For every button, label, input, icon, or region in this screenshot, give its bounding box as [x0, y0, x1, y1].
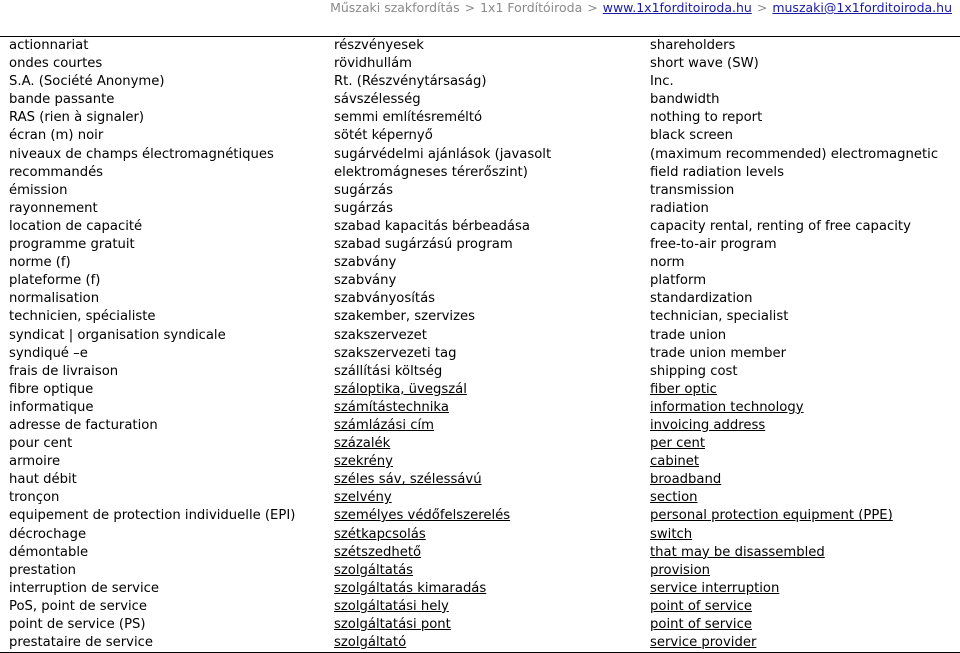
term-hungarian: szakember, szervizes: [334, 309, 475, 325]
term-english: fiber optic: [650, 381, 717, 397]
term-english: standardization: [650, 291, 753, 307]
term-english: trade union member: [650, 345, 787, 361]
term-french: écran (m) noir: [9, 128, 104, 144]
term-hungarian: sugárzás: [334, 182, 393, 198]
term-french: norme (f): [9, 255, 71, 271]
table-row: [0, 453, 960, 471]
term-french: rayonnement: [9, 200, 98, 216]
breadcrumb-separator: >: [756, 0, 768, 15]
table-row: [0, 290, 960, 308]
term-french: émission: [9, 182, 68, 198]
table-row: [0, 435, 960, 453]
term-english: radiation: [650, 200, 709, 216]
term-french: point de service (PS): [9, 617, 146, 632]
term-french: equipement de protection individuelle (EPI): [9, 508, 296, 524]
table-row: [0, 489, 960, 507]
table-row: [0, 146, 960, 182]
term-english: norm: [650, 255, 685, 271]
term-french: haut débit: [9, 472, 77, 488]
term-hungarian: részvényesek: [334, 38, 424, 53]
term-french: interruption de service: [9, 580, 160, 596]
term-hungarian: semmi említésreméltó: [334, 110, 483, 126]
term-hungarian: szétszedhető: [334, 544, 422, 560]
breadcrumb-separator: >: [464, 0, 476, 15]
table-row: [0, 272, 960, 290]
term-english: transmission: [650, 182, 735, 198]
table-row: [0, 218, 960, 236]
term-hungarian: számlázási cím: [334, 417, 434, 433]
term-english: nothing to report: [650, 110, 763, 126]
term-english: invoicing address: [650, 417, 766, 433]
table-row: [0, 182, 960, 200]
term-hungarian: szolgáltatás: [334, 562, 414, 578]
term-english: service provider: [650, 635, 757, 651]
table-row: [0, 254, 960, 272]
term-french: frais de livraison: [9, 363, 119, 379]
table-row: [0, 562, 960, 580]
term-english: shareholders: [650, 38, 736, 53]
term-hungarian: szolgáltatási pont: [334, 617, 451, 632]
table-row: [0, 327, 960, 345]
table-row: [0, 37, 960, 55]
term-english: black screen: [650, 128, 734, 144]
term-english: Inc.: [650, 74, 674, 90]
term-french: pour cent: [9, 436, 73, 452]
term-hungarian: szabványosítás: [334, 291, 436, 307]
term-english: per cent: [650, 436, 705, 452]
term-english: capacity rental, renting of free capacity: [650, 218, 911, 234]
table-row: [0, 580, 960, 598]
table-row: [0, 616, 960, 634]
term-english: trade union: [650, 327, 727, 343]
breadcrumb-site: Műszaki szakfordítás: [330, 0, 460, 15]
term-hungarian: szállítási költség: [334, 363, 443, 379]
term-hungarian: szakszervezeti tag: [334, 345, 457, 361]
table-row: [0, 598, 960, 616]
breadcrumb-separator: >: [587, 0, 598, 15]
term-hungarian: számítástechnika: [334, 399, 449, 415]
term-english: switch: [650, 526, 693, 542]
term-hungarian: szekrény: [334, 454, 393, 470]
term-english: free-to-air program: [650, 237, 777, 253]
term-english: point of service: [650, 598, 752, 614]
table-row: [0, 55, 960, 73]
term-french: RAS (rien à signaler): [9, 110, 145, 126]
table-row: [0, 73, 960, 91]
term-hungarian: sugárvédelmi ajánlások (javasolt elektromágneses térerőszint): [334, 146, 552, 180]
term-hungarian: szabvány: [334, 273, 397, 289]
table-row: [0, 200, 960, 218]
glossary-table: [0, 36, 960, 653]
table-row: [0, 417, 960, 435]
term-french: décrochage: [9, 526, 87, 542]
term-english: (maximum recommended) electromagnetic field radiation levels: [650, 146, 939, 180]
table-row: [0, 507, 960, 525]
term-french: syndiqué –e: [9, 345, 88, 361]
term-hungarian: szabad sugárzású program: [334, 237, 513, 253]
term-english: that may be disassembled: [650, 544, 825, 560]
term-hungarian: Rt. (Részvénytársaság): [334, 74, 487, 90]
term-english: information technology: [650, 399, 804, 415]
term-hungarian: szolgáltató: [334, 635, 407, 651]
website-link[interactable]: www.1x1forditoiroda.hu: [602, 0, 752, 15]
table-row: [0, 381, 960, 399]
term-french: démontable: [9, 544, 89, 560]
term-english: technician, specialist: [650, 309, 789, 325]
term-english: shipping cost: [650, 363, 738, 379]
table-row: [0, 544, 960, 562]
term-french: informatique: [9, 399, 94, 415]
term-french: normalisation: [9, 291, 100, 307]
term-hungarian: sávszélesség: [334, 92, 421, 108]
term-french: tronçon: [9, 490, 60, 506]
term-hungarian: szabad kapacitás bérbeadása: [334, 218, 530, 234]
email-link[interactable]: muszaki@1x1forditoiroda.hu: [772, 0, 952, 15]
table-row: [0, 308, 960, 326]
term-hungarian: széles sáv, szélessávú: [334, 472, 482, 488]
term-french: syndicat | organisation syndicale: [9, 327, 226, 343]
term-french: armoire: [9, 454, 61, 470]
term-french: prestation: [9, 562, 76, 578]
term-french: plateforme (f): [9, 273, 101, 289]
term-french: technicien, spécialiste: [9, 309, 156, 325]
table-row: [0, 236, 960, 254]
term-french: fibre optique: [9, 381, 94, 397]
table-row: [0, 363, 960, 381]
term-hungarian: százalék: [334, 436, 391, 452]
term-english: cabinet: [650, 454, 700, 470]
term-english: section: [650, 490, 698, 506]
term-hungarian: sötét képernyő: [334, 128, 433, 144]
breadcrumb: [0, 0, 952, 20]
term-hungarian: rövidhullám: [334, 56, 413, 72]
table-row: [0, 471, 960, 489]
term-hungarian: szelvény: [334, 490, 392, 506]
term-english: short wave (SW): [650, 56, 759, 72]
term-french: adresse de facturation: [9, 417, 158, 433]
term-english: provision: [650, 562, 711, 578]
term-english: platform: [650, 273, 707, 289]
breadcrumb-agency: 1x1 Fordítóiroda: [480, 0, 583, 15]
term-french: S.A. (Société Anonyme): [9, 74, 165, 90]
term-hungarian: szolgáltatási hely: [334, 598, 449, 614]
table-row: [0, 526, 960, 544]
term-hungarian: szabvány: [334, 255, 397, 271]
term-french: location de capacité: [9, 218, 143, 234]
term-french: actionnariat: [9, 38, 89, 53]
term-english: point of service: [650, 617, 752, 632]
table-row: [0, 399, 960, 417]
table-row: [0, 127, 960, 145]
term-french: ondes courtes: [9, 56, 103, 72]
term-french: bande passante: [9, 92, 115, 108]
term-english: bandwidth: [650, 92, 720, 108]
table-row: [0, 109, 960, 127]
term-hungarian: sugárzás: [334, 200, 393, 216]
table-row: [0, 91, 960, 109]
term-english: broadband: [650, 472, 722, 488]
term-english: service interruption: [650, 580, 780, 596]
term-hungarian: szakszervezet: [334, 327, 427, 343]
term-hungarian: szolgáltatás kimaradás: [334, 580, 487, 596]
table-row: [0, 634, 960, 652]
term-hungarian: szétkapcsolás: [334, 526, 426, 542]
term-hungarian: száloptika, üvegszál: [334, 381, 467, 397]
term-french: PoS, point de service: [9, 598, 148, 614]
term-french: prestataire de service: [9, 635, 154, 651]
table-row: [0, 345, 960, 363]
term-french: programme gratuit: [9, 237, 135, 253]
term-french: niveaux de champs électromagnétiques recommandés: [9, 146, 274, 180]
term-english: personal protection equipment (PPE): [650, 508, 893, 524]
term-hungarian: személyes védőfelszerelés: [334, 508, 511, 524]
